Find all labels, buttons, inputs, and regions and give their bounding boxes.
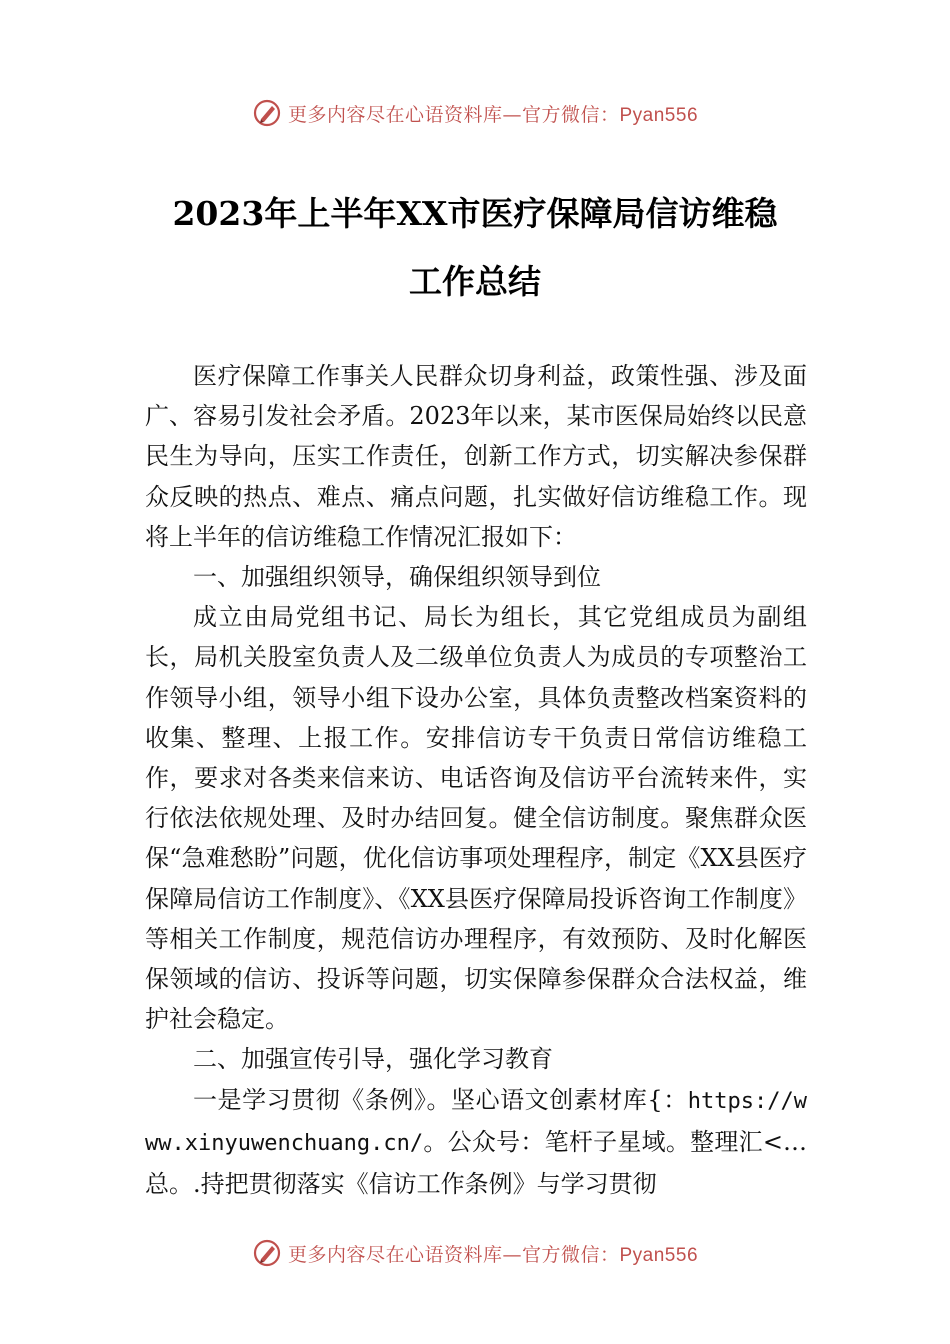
section-heading-1: 一、加强组织领导，确保组织领导到位: [193, 563, 601, 592]
paragraph-section-2: 一是学习贯彻《条例》。坚心语文创素材库{：https://www.xinyuwenchuang.cn/。公众号：笔杆子星域。整理汇<…总。.持把贯彻落实《信访工作条例》与学习贯彻: [145, 1085, 807, 1199]
paragraph-section-1: 成立由局党组书记、局长为组长，其它党组成员为副组长，局机关股室负责人及二级单位负责人为成员的专项整治工作领导小组，领导小组下设办公室，具体负责整改档案资料的收集、整理、上报工作。安排信访专干负责日常信访维稳工作，要求对各类来信来访、电话咨询及信访平台流转来件，实行依法依规处理、及时办结回复。健全信访制度。聚焦群众医保“急难愁盼”问题，优化信访事项处理程序，制定《XX县医疗保障局信访工作制度》、《XX县医疗保障局投诉咨询工作制度》等相关工作制度，规范信访办理程序，有效预防、及时化解医保领域的信访、投诉等问题，切实保障参保群众合法权益，维护社会稳定。: [145, 603, 807, 1034]
document-title-line-1: 2023年上半年XX市医疗保障局信访维稳: [172, 194, 778, 233]
pen-logo-icon: [252, 98, 282, 128]
wechat-id: Pyan556: [619, 104, 699, 126]
wechat-id: Pyan556: [619, 1244, 699, 1266]
website-url: https://www.xinyuwenchuang.cn/: [145, 1088, 807, 1156]
document-body: [145, 356, 807, 1204]
watermark-text: 更多内容尽在心语资料库—官方微信：Pyan556: [287, 103, 699, 126]
footer-watermark-banner: [0, 1233, 950, 1273]
pen-logo-icon: [252, 1238, 282, 1268]
paragraph-intro: 医疗保障工作事关人民群众切身利益，政策性强、涉及面广、容易引发社会矛盾。2023年以来，某市医保局始终以民意民生为导向，压实工作责任，创新工作方式，切实解决参保群众反映的热点、难点、痛点问题，扎实做好信访维稳工作。现将上半年的信访维稳工作情况汇报如下：: [145, 362, 807, 551]
watermark-text: 更多内容尽在心语资料库—官方微信：Pyan556: [287, 1243, 699, 1266]
document-title-line-2: 工作总结: [409, 262, 541, 301]
header-watermark-banner: [0, 93, 950, 133]
section-heading-2: 二、加强宣传引导，强化学习教育: [193, 1045, 553, 1074]
